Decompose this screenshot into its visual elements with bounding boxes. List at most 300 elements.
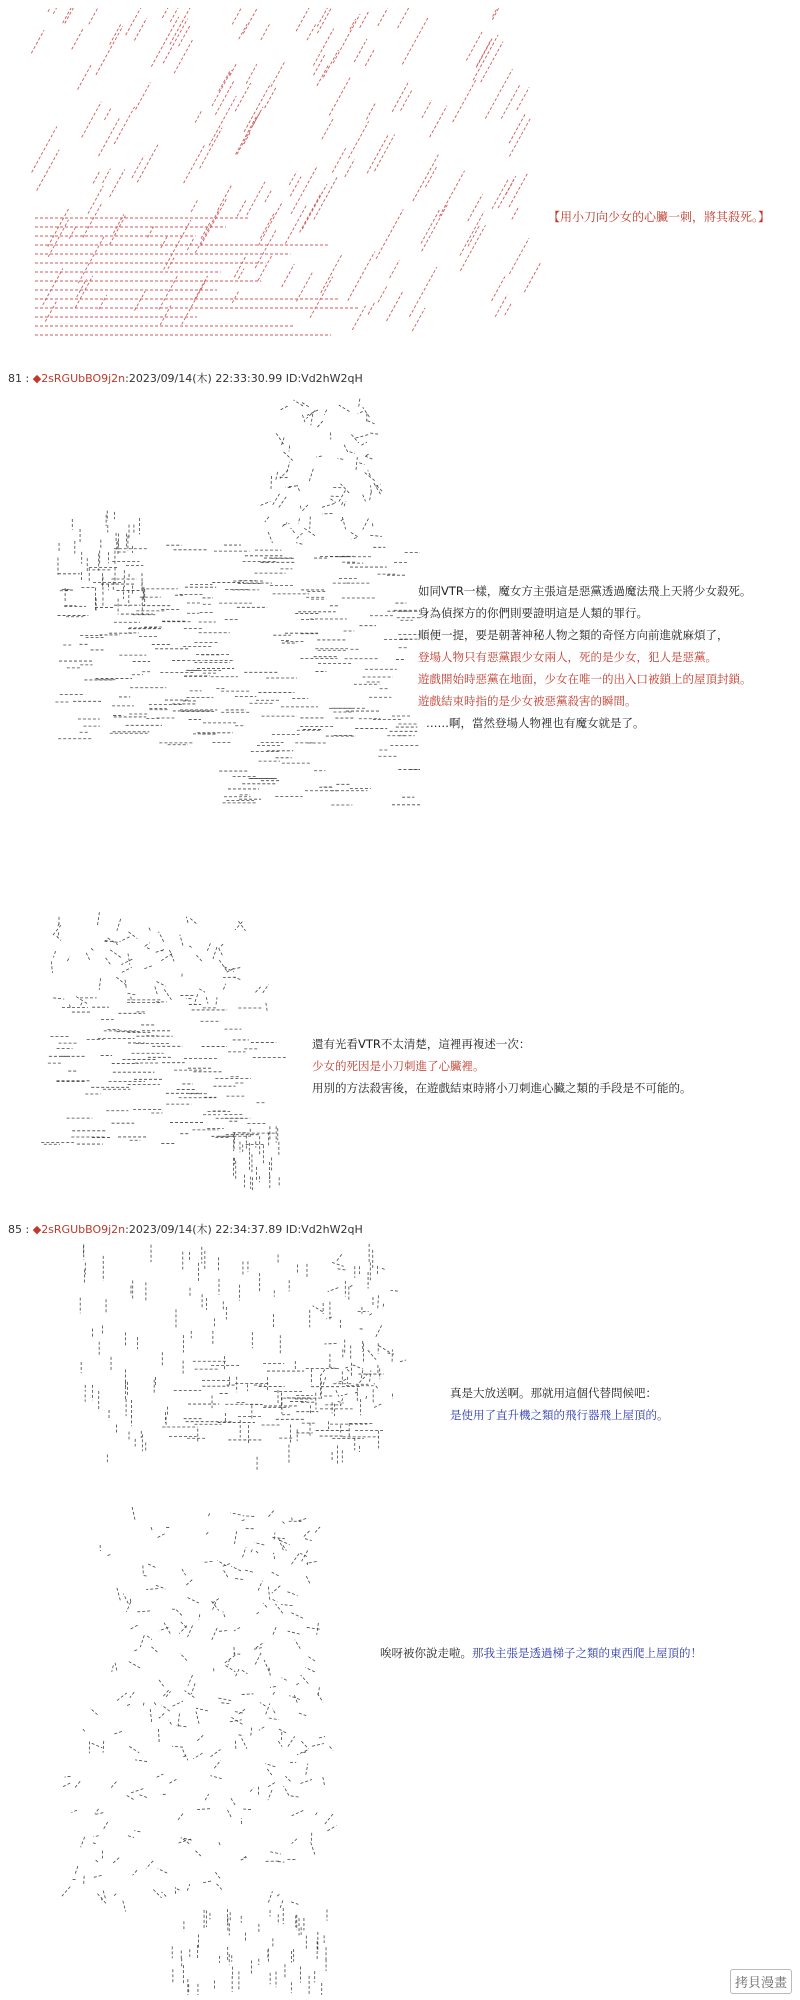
ascii-stroke [338,1269,347,1270]
ascii-stroke [336,1390,339,1396]
ascii-stroke [185,1691,195,1698]
ascii-stroke [307,24,316,40]
ascii-stroke [98,911,100,925]
ascii-stroke [305,1539,312,1541]
ascii-stroke [291,1902,298,1904]
ascii-stroke [325,1814,333,1824]
ascii-stroke [213,947,217,959]
ascii-stroke [453,78,477,122]
ascii-stroke [330,499,335,503]
ascii-stroke [466,32,482,61]
ascii-stroke [187,1884,190,1891]
ascii-stroke [150,1646,157,1652]
ascii-stroke [340,1397,343,1406]
ascii-stroke [376,209,403,258]
ascii-stroke [57,936,61,940]
ascii-stroke [150,1709,151,1723]
ascii-stroke [138,1794,147,1797]
ascii-stroke [280,406,288,410]
ascii-stroke [370,535,382,536]
ascii-stroke [361,1370,363,1380]
ascii-stroke [190,918,196,923]
ascii-stroke [333,14,360,63]
ascii-stroke [255,987,260,993]
ascii-stroke [296,273,312,302]
ascii-stroke [339,490,346,501]
ascii-stroke [358,412,363,414]
ascii-stroke [126,1602,130,1612]
ascii-stroke [365,1396,366,1400]
ascii-stroke [380,1268,385,1270]
characters-drawing [40,395,420,875]
ascii-stroke [338,1401,344,1403]
ascii-stroke [314,177,337,219]
ascii-stroke [242,1670,248,1673]
ascii-stroke [134,18,146,40]
post-81-text-block-2 [312,1033,692,1099]
ascii-stroke [69,227,76,239]
ascii-stroke [300,1553,307,1556]
ascii-stroke [320,1369,325,1376]
ascii-stroke [329,76,350,115]
ascii-stroke [106,958,111,964]
ascii-stroke [392,81,409,112]
ascii-stroke [294,400,304,406]
ascii-stroke [263,1603,267,1607]
ascii-stroke [83,204,101,237]
ascii-stroke [273,1553,274,1559]
ascii-stroke [205,1532,208,1535]
ascii-stroke [322,503,334,507]
ascii-stroke [412,308,425,331]
ascii-stroke [368,1350,376,1359]
ascii-stroke [90,947,94,950]
ascii-stroke [196,1708,208,1711]
ascii-stroke [251,1727,252,1736]
ascii-stroke [123,1901,126,1912]
ascii-stroke [234,977,240,979]
ascii-stroke [127,1795,134,1799]
ascii-stroke [77,279,87,297]
ascii-stroke [439,171,464,217]
post81-line-10: 用別的方法殺害後，在遊戲結束時將小刀刺進心臟之類的手段是不可能的。 [312,1081,692,1095]
ascii-stroke [369,433,378,434]
shadowy-figure-drawing [30,1240,430,1495]
ascii-stroke [332,147,346,172]
post81-line-5: 遊戲開始時惡黨在地面，少女在唯一的出入口被鎖上的屋頂封鎖。 [418,672,752,686]
ascii-stroke [195,110,202,123]
ascii-stroke [195,1851,200,1856]
ascii-stroke [111,1781,117,1788]
trip-code[interactable]: 2sRGUbBO9j2n [41,1223,126,1236]
ascii-stroke [281,1604,292,1605]
ascii-stroke [379,1346,390,1353]
ascii-stroke [146,1861,153,1869]
ascii-stroke [302,415,305,422]
ascii-stroke [62,1887,70,1897]
ascii-stroke [298,518,299,523]
ascii-stroke [369,1313,373,1316]
ascii-stroke [134,1649,138,1651]
ascii-stroke [270,1686,276,1687]
ascii-stroke [31,30,44,53]
ascii-stroke [289,486,296,487]
ascii-stroke [237,200,246,216]
ascii-stroke [121,959,132,964]
ascii-stroke [75,1865,78,1873]
ascii-stroke [134,1831,140,1832]
ascii-stroke [243,1516,254,1517]
post85-line-3-blue: 那我主張是透過梯子之類的東西爬上屋頂的！ [472,1646,702,1660]
post-datetime: :2023/09/14(木) 22:34:37.89 [125,1223,283,1236]
ascii-stroke [509,114,525,143]
post-datetime: :2023/09/14(木) 22:33:30.99 [125,372,283,385]
ascii-stroke [324,410,327,415]
ascii-stroke [133,1870,137,1875]
ascii-stroke [317,8,341,27]
ascii-stroke [142,1575,147,1576]
ascii-stroke [159,1729,160,1743]
ascii-stroke [305,1667,314,1671]
ascii-stroke [82,102,102,138]
ascii-stroke [188,1598,199,1604]
ascii-stroke [277,1893,281,1896]
ascii-stroke [273,1599,278,1602]
ascii-stroke [154,1702,157,1706]
ascii-stroke [322,118,334,139]
ascii-stroke [115,1663,117,1671]
ascii-stroke [196,955,203,962]
ascii-stroke [217,1561,226,1566]
ascii-stroke [158,1868,167,1873]
ascii-stroke [291,1796,301,1797]
ascii-stroke [323,1377,326,1387]
ascii-stroke [99,295,107,309]
ascii-stroke [342,501,344,505]
ascii-stroke [176,1725,186,1727]
ascii-stroke [197,1809,210,1810]
ascii-stroke [274,1533,275,1540]
ascii-stroke [219,960,227,971]
ascii-stroke [255,229,276,268]
ascii-stroke [114,107,134,144]
ascii-stroke [78,65,92,90]
ascii-stroke [321,253,343,293]
ascii-stroke [214,1760,221,1768]
ascii-stroke [254,1542,264,1545]
ascii-stroke [297,1750,307,1755]
ascii-stroke [109,949,120,957]
ascii-stroke [164,989,171,999]
ascii-stroke [173,1701,183,1706]
ascii-stroke [178,1714,179,1728]
ascii-stroke [304,528,315,535]
ascii-stroke [291,167,317,214]
ascii-stroke [161,1892,166,1896]
ascii-stroke [221,1703,229,1704]
ascii-stroke [272,1586,280,1593]
ascii-stroke [509,238,529,274]
ascii-stroke [284,452,293,461]
ascii-stroke [194,994,198,1004]
ascii-stroke [270,1852,281,1854]
ascii-stroke [199,989,205,992]
ascii-stroke [468,194,483,221]
ascii-stroke [107,1554,111,1556]
ascii-stroke [356,457,357,470]
ascii-stroke [255,1652,261,1664]
ascii-stroke [110,169,125,196]
character-closeup-drawing [30,900,310,1190]
ascii-stroke [242,1738,247,1748]
ascii-stroke [368,302,375,315]
ascii-stroke [422,204,448,251]
trip-diamond-icon: ◆ [32,1223,42,1236]
post-85-text-line-3 [380,1642,702,1664]
ascii-stroke [244,83,271,132]
post-separator: : [25,372,30,385]
ascii-stroke [116,977,126,985]
ascii-stroke [199,1614,200,1619]
ascii-stroke [214,1668,215,1672]
post-id: ID:Vd2hW2qH [285,372,363,385]
ascii-stroke [326,1317,331,1319]
ascii-stroke [48,220,68,257]
ascii-stroke [206,997,208,1004]
ascii-stroke [182,972,183,977]
ascii-stroke [301,402,309,407]
ascii-stroke [168,1779,176,1784]
ascii-stroke [413,154,439,201]
ascii-stroke [378,285,387,302]
ascii-stroke [243,1547,247,1557]
ascii-stroke [234,1627,240,1631]
ascii-stroke [250,1788,254,1792]
ascii-stroke [387,1353,394,1354]
ascii-stroke [282,1678,287,1681]
ascii-stroke [400,1360,406,1362]
ascii-stroke [360,11,369,27]
ascii-stroke [279,497,287,508]
ascii-stroke [151,17,178,67]
ascii-stroke [261,501,271,505]
ascii-stroke [244,132,251,144]
ascii-stroke [288,1631,300,1634]
ascii-stroke [336,1254,342,1262]
ascii-stroke [268,1891,272,1902]
ascii-stroke [235,1712,243,1713]
ascii-stroke [113,1857,120,1863]
ascii-stroke [112,1665,114,1672]
ascii-stroke [95,1813,103,1815]
ascii-stroke [162,8,176,18]
ascii-stroke [350,452,355,454]
ascii-stroke [232,8,246,24]
ascii-stroke [268,1790,272,1800]
ascii-stroke [95,1809,99,1814]
ascii-stroke [90,1708,98,1715]
ascii-stroke [312,1744,324,1747]
ascii-stroke [351,435,358,443]
ascii-stroke [313,29,333,66]
ascii-stroke [265,1764,275,1767]
motion-lines-drawing [30,8,550,353]
ascii-stroke [103,1891,105,1900]
ascii-stroke [235,1531,237,1544]
ascii-stroke [132,1507,135,1520]
ascii-stroke [76,996,87,1003]
ascii-stroke [372,521,373,526]
post81-line-6: 遊戲結束時指的是少女被惡黨殺害的瞬間。 [418,694,637,708]
ascii-stroke [339,405,350,411]
ascii-stroke [183,1750,188,1761]
ascii-stroke [281,437,284,445]
ascii-stroke [93,1836,98,1837]
ascii-stroke [225,1655,236,1663]
ascii-stroke [280,1900,283,1909]
ascii-stroke [306,411,315,419]
ascii-stroke [53,998,64,999]
ascii-stroke [261,24,270,40]
ascii-stroke [327,1826,336,1831]
ascii-stroke [269,1510,274,1516]
fighting-figure-drawing [30,1505,370,1995]
ascii-stroke [501,84,520,119]
ascii-stroke [91,1842,96,1844]
ascii-stroke [271,476,272,489]
ascii-stroke [256,1551,259,1554]
ascii-stroke [370,1370,371,1381]
ascii-stroke [186,917,188,923]
ascii-stroke [313,54,325,75]
ascii-stroke [51,961,52,973]
ascii-stroke [216,997,217,1004]
ascii-stroke [157,1774,164,1777]
ascii-stroke [289,446,290,452]
post81-line-7: ……啊，當然登場人物裡也有魔女就是了。 [426,716,645,730]
ascii-stroke [217,1884,222,1890]
ascii-stroke [193,1753,202,1759]
ascii-stroke [244,1570,253,1572]
ascii-stroke [398,8,417,28]
ascii-stroke [316,421,322,428]
ascii-stroke [130,1789,143,1794]
ascii-stroke [80,1003,82,1007]
ascii-stroke [374,1383,378,1388]
ascii-stroke [219,71,230,91]
ascii-stroke [295,1683,298,1685]
ascii-stroke [304,1531,310,1537]
ascii-stroke [268,532,272,543]
ascii-stroke [375,484,380,486]
ascii-stroke [347,1369,351,1373]
ascii-stroke [485,69,512,118]
ascii-stroke [264,1660,269,1671]
ascii-stroke [247,180,266,215]
ascii-stroke [468,226,479,246]
ascii-stroke [241,1857,247,1860]
ascii-stroke [125,979,126,988]
ascii-stroke [316,456,322,457]
ascii-stroke [219,1842,221,1846]
ascii-stroke [289,172,296,185]
scene1-caption: 【用小刀向少女的心臟一刺，將其殺死。】 [548,210,771,224]
ascii-stroke [307,1562,308,1566]
ascii-stroke [78,235,104,283]
ascii-stroke [375,135,395,172]
ascii-stroke [164,1623,170,1634]
ascii-stroke [246,64,257,83]
scene5-ascii-art [30,1505,370,1995]
ascii-stroke [208,1512,210,1516]
ascii-stroke [344,445,348,452]
ascii-stroke [158,1533,166,1537]
ascii-stroke [313,1306,323,1312]
ascii-stroke [143,1703,144,1707]
ascii-stroke [156,982,165,987]
ascii-stroke [230,64,237,76]
ascii-stroke [113,214,123,233]
ascii-stroke [310,517,311,529]
ascii-stroke [336,1379,346,1383]
ascii-stroke [108,938,118,945]
ascii-stroke [296,543,302,545]
ascii-stroke [387,291,404,321]
ascii-stroke [195,276,208,300]
ascii-stroke [65,1776,71,1777]
ascii-stroke [330,1746,333,1750]
ascii-stroke [96,26,123,75]
ascii-stroke [348,251,375,300]
ascii-stroke [231,1566,241,1571]
ascii-stroke [120,937,130,942]
ascii-stroke [163,1689,169,1696]
ascii-stroke [72,28,84,50]
ascii-stroke [175,1609,182,1616]
post85-line-2: 是使用了直升機之類的飛行器飛上屋頂的。 [450,1408,669,1422]
ascii-stroke [279,1729,288,1734]
ascii-stroke [218,1698,232,1701]
ascii-stroke [252,1648,262,1650]
ascii-stroke [493,8,515,17]
ascii-stroke [409,267,436,317]
ascii-stroke [94,1859,98,1862]
ascii-stroke [169,1720,172,1725]
ascii-stroke [288,1736,295,1746]
ascii-stroke [187,239,193,250]
ascii-stroke [269,1718,279,1720]
ascii-stroke [363,519,369,530]
ascii-stroke [291,1613,303,1619]
ascii-stroke [273,494,280,505]
ascii-stroke [151,1527,153,1532]
ascii-stroke [160,306,171,325]
ascii-stroke [267,1769,272,1775]
post81-line-3: 順便一提，要是朝著神秘人物之類的奇怪方向前進就麻煩了， [418,628,729,642]
ascii-stroke [268,1586,269,1599]
trip-code[interactable]: 2sRGUbBO9j2n [41,372,126,385]
post-id: ID:Vd2hW2qH [285,1223,363,1236]
ascii-stroke [292,1554,299,1564]
ascii-stroke [328,1288,339,1292]
ascii-stroke [272,1572,279,1576]
ascii-stroke [103,1741,104,1753]
ascii-stroke [363,495,366,502]
ascii-stroke [147,1636,152,1640]
ascii-stroke [149,928,151,932]
ascii-stroke [344,501,346,506]
ascii-stroke [117,1693,127,1701]
